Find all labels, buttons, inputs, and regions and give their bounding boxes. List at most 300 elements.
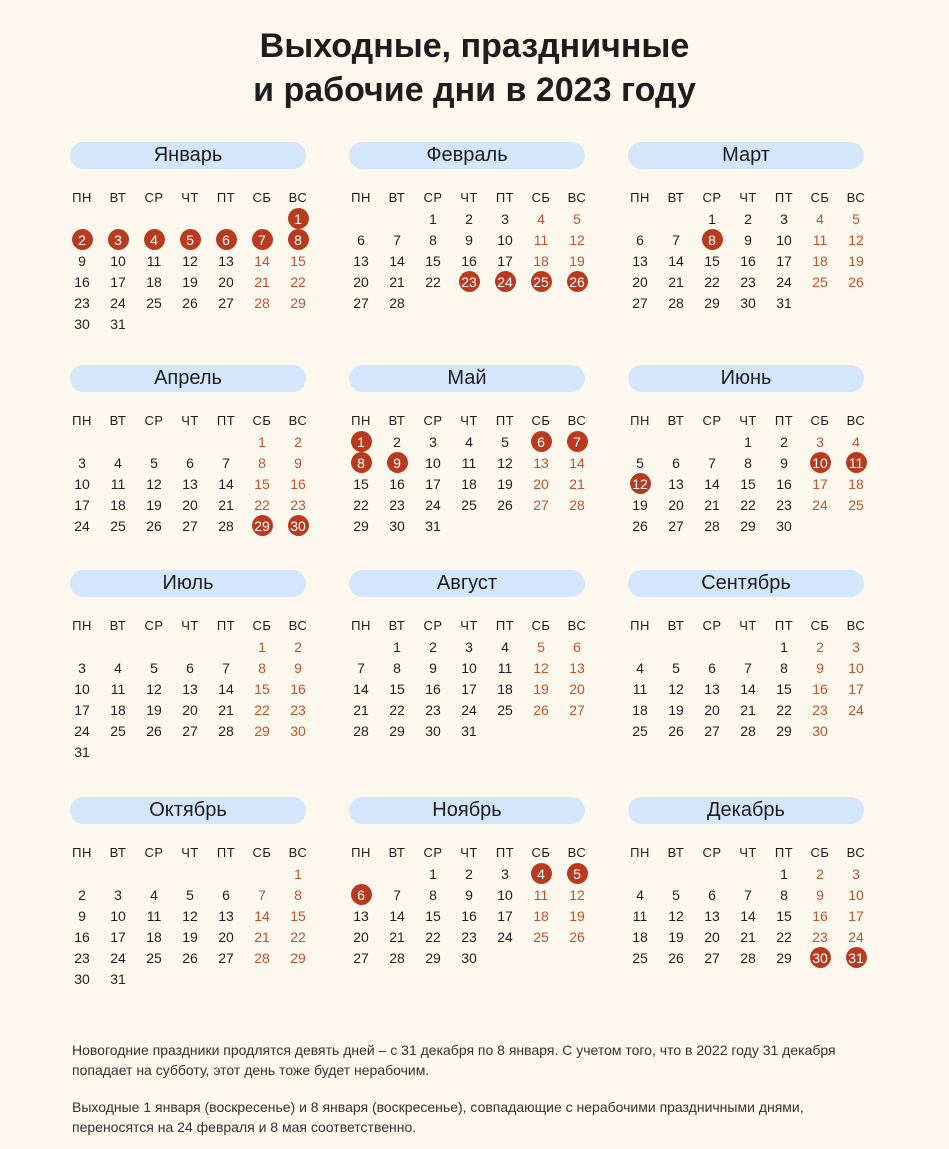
work-day: 4 (636, 886, 644, 903)
month-calendar (628, 142, 864, 313)
weekend-day: 22 (254, 701, 270, 718)
work-day: 6 (708, 659, 716, 676)
work-day: 22 (776, 701, 792, 718)
weekend-day: 3 (852, 865, 860, 882)
work-day: 12 (497, 454, 513, 471)
weekend-day: 12 (569, 886, 585, 903)
weekend-day: 13 (569, 659, 585, 676)
work-day: 30 (740, 294, 756, 311)
work-day: 15 (776, 680, 792, 697)
work-day: 20 (218, 928, 234, 945)
empty-cell (172, 431, 208, 452)
holiday-day: 25 (523, 271, 559, 292)
work-day: 25 (110, 517, 126, 534)
weekday-label: ЧТ (181, 190, 199, 205)
weekday-label: СБ (531, 845, 551, 860)
month-calendar (628, 797, 864, 968)
month-name: Октябрь (70, 797, 306, 824)
weekend-day: 1 (294, 865, 302, 882)
weekday-label: ЧТ (739, 190, 757, 205)
work-day: 21 (740, 928, 756, 945)
month-name: Сентябрь (628, 570, 864, 597)
holiday-day: 29 (244, 515, 280, 536)
work-day: 11 (146, 907, 162, 924)
weekend-day: 29 (290, 949, 306, 966)
weekday-label: ПН (72, 845, 92, 860)
work-day: 29 (425, 949, 441, 966)
work-day: 15 (389, 680, 405, 697)
work-day: 5 (672, 886, 680, 903)
weekend-day: 26 (533, 701, 549, 718)
weekday-label: СБ (810, 618, 830, 633)
weekday-label: СР (423, 413, 443, 428)
work-day: 31 (74, 743, 90, 760)
month-days-grid (343, 842, 585, 968)
work-day: 10 (74, 680, 90, 697)
work-day: 21 (218, 496, 234, 513)
weekend-day: 30 (290, 722, 306, 739)
work-day: 3 (78, 454, 86, 471)
work-day: 15 (425, 907, 441, 924)
work-day: 27 (218, 949, 234, 966)
work-day: 22 (740, 496, 756, 513)
weekend-day: 5 (573, 210, 581, 227)
weekday-label: ПН (72, 618, 92, 633)
weekday-label: ВТ (667, 413, 685, 428)
weekday-label: СБ (531, 618, 551, 633)
work-day: 4 (465, 433, 473, 450)
work-day: 13 (182, 475, 198, 492)
work-day: 23 (389, 496, 405, 513)
work-day: 10 (461, 659, 477, 676)
work-day: 11 (461, 454, 477, 471)
empty-cell (244, 208, 280, 229)
work-day: 27 (182, 722, 198, 739)
weekend-day: 5 (852, 210, 860, 227)
work-day: 30 (389, 517, 405, 534)
weekday-label: ВТ (667, 618, 685, 633)
month-days-grid (343, 410, 585, 536)
weekday-label: ЧТ (739, 413, 757, 428)
weekday-label: ПТ (495, 190, 515, 205)
weekend-day: 3 (816, 433, 824, 450)
work-day: 13 (353, 252, 369, 269)
work-day: 11 (110, 680, 126, 697)
month-name: Июнь (628, 365, 864, 392)
work-day: 30 (74, 970, 90, 987)
work-day: 12 (182, 907, 198, 924)
work-day: 28 (218, 517, 234, 534)
weekend-day: 29 (290, 294, 306, 311)
work-day: 12 (146, 475, 162, 492)
work-day: 19 (182, 928, 198, 945)
month-calendar (628, 570, 864, 741)
weekday-label: СР (423, 190, 443, 205)
weekend-day: 18 (533, 252, 549, 269)
holiday-day: 6 (523, 431, 559, 452)
work-day: 27 (632, 294, 648, 311)
work-day: 25 (632, 722, 648, 739)
work-day: 9 (465, 231, 473, 248)
empty-cell (136, 636, 172, 657)
work-day: 17 (425, 475, 441, 492)
weekend-day: 19 (569, 252, 585, 269)
work-day: 9 (78, 907, 86, 924)
empty-cell (658, 636, 694, 657)
weekday-label: ЧТ (460, 618, 478, 633)
work-day: 18 (461, 475, 477, 492)
weekday-label: ВС (846, 845, 866, 860)
work-day: 2 (465, 865, 473, 882)
weekday-label: СР (702, 845, 722, 860)
weekend-day: 8 (294, 886, 302, 903)
work-day: 10 (74, 475, 90, 492)
work-day: 7 (393, 231, 401, 248)
work-day: 14 (218, 475, 234, 492)
work-day: 3 (429, 433, 437, 450)
work-day: 20 (668, 496, 684, 513)
work-day: 21 (740, 701, 756, 718)
month-calendar (70, 365, 306, 536)
work-day: 1 (744, 433, 752, 450)
weekend-day: 11 (533, 231, 549, 248)
weekend-day: 11 (533, 886, 549, 903)
work-day: 21 (389, 928, 405, 945)
work-day: 11 (110, 475, 126, 492)
weekday-label: ВТ (667, 845, 685, 860)
work-day: 17 (74, 496, 90, 513)
work-day: 5 (150, 454, 158, 471)
weekday-label: СБ (810, 845, 830, 860)
work-day: 5 (150, 659, 158, 676)
work-day: 22 (389, 701, 405, 718)
empty-cell (100, 431, 136, 452)
weekend-day: 2 (816, 865, 824, 882)
month-name: Январь (70, 142, 306, 169)
weekday-label: СР (144, 413, 164, 428)
work-day: 29 (776, 949, 792, 966)
weekday-label: ВТ (109, 845, 127, 860)
work-day: 27 (353, 949, 369, 966)
work-day: 16 (74, 273, 90, 290)
weekday-label: ВТ (109, 618, 127, 633)
work-day: 20 (704, 701, 720, 718)
empty-cell (100, 636, 136, 657)
empty-cell (208, 636, 244, 657)
work-day: 7 (357, 659, 365, 676)
work-day: 13 (218, 252, 234, 269)
weekend-day: 23 (290, 701, 306, 718)
work-day: 2 (780, 433, 788, 450)
work-day: 28 (668, 294, 684, 311)
work-day: 27 (353, 294, 369, 311)
weekday-label: ПН (630, 190, 650, 205)
weekday-label: СР (423, 845, 443, 860)
work-day: 20 (632, 273, 648, 290)
weekend-day: 8 (258, 659, 266, 676)
work-day: 11 (497, 659, 513, 676)
work-day: 31 (461, 722, 477, 739)
weekday-label: СР (144, 845, 164, 860)
empty-cell (136, 208, 172, 229)
work-day: 6 (357, 231, 365, 248)
weekday-label: ВС (567, 190, 587, 205)
work-day: 18 (497, 680, 513, 697)
weekend-day: 2 (294, 638, 302, 655)
weekend-day: 4 (537, 210, 545, 227)
work-day: 14 (740, 907, 756, 924)
work-day: 23 (461, 928, 477, 945)
weekend-day: 9 (294, 454, 302, 471)
work-day: 16 (461, 252, 477, 269)
empty-cell (64, 636, 100, 657)
month-name: Август (349, 570, 585, 597)
work-day: 1 (429, 210, 437, 227)
weekend-day: 21 (254, 273, 270, 290)
month-calendar (349, 570, 585, 741)
weekday-label: ЧТ (460, 845, 478, 860)
month-days-grid (343, 187, 585, 313)
work-day: 12 (668, 680, 684, 697)
work-day: 25 (461, 496, 477, 513)
work-day: 9 (78, 252, 86, 269)
work-day: 5 (672, 659, 680, 676)
work-day: 22 (776, 928, 792, 945)
work-day: 22 (704, 273, 720, 290)
work-day: 15 (776, 907, 792, 924)
work-day: 9 (744, 231, 752, 248)
work-day: 13 (218, 907, 234, 924)
work-day: 18 (110, 701, 126, 718)
work-day: 18 (632, 928, 648, 945)
weekend-day: 14 (254, 907, 270, 924)
month-days-grid (622, 410, 864, 536)
weekend-day: 23 (812, 928, 828, 945)
empty-cell (694, 863, 730, 884)
work-day: 13 (632, 252, 648, 269)
work-day: 26 (182, 294, 198, 311)
work-day: 22 (425, 928, 441, 945)
weekday-label: ПН (72, 190, 92, 205)
empty-cell (694, 431, 730, 452)
work-day: 9 (780, 454, 788, 471)
holiday-day: 4 (523, 863, 559, 884)
holiday-day: 2 (64, 229, 100, 250)
work-day: 20 (182, 701, 198, 718)
work-day: 20 (353, 928, 369, 945)
holiday-day: 6 (208, 229, 244, 250)
weekday-label: ПН (630, 618, 650, 633)
work-day: 20 (353, 273, 369, 290)
weekend-day: 8 (258, 454, 266, 471)
month-calendar (349, 365, 585, 536)
work-day: 3 (114, 886, 122, 903)
weekend-day: 18 (812, 252, 828, 269)
work-day: 29 (704, 294, 720, 311)
work-day: 5 (186, 886, 194, 903)
weekend-day: 27 (569, 701, 585, 718)
month-calendar (349, 797, 585, 968)
month-calendar (628, 365, 864, 536)
weekend-day: 12 (533, 659, 549, 676)
holiday-day: 8 (280, 229, 316, 250)
weekday-label: ВС (846, 413, 866, 428)
holiday-day: 31 (838, 947, 874, 968)
weekday-label: ВС (567, 845, 587, 860)
work-day: 29 (740, 517, 756, 534)
empty-cell (622, 208, 658, 229)
weekend-day: 26 (569, 928, 585, 945)
work-day: 8 (780, 886, 788, 903)
holiday-day: 24 (487, 271, 523, 292)
work-day: 29 (389, 722, 405, 739)
month-name: Июль (70, 570, 306, 597)
weekend-day: 19 (533, 680, 549, 697)
work-day: 24 (110, 949, 126, 966)
month-calendar (70, 570, 306, 762)
work-day: 16 (389, 475, 405, 492)
work-day: 26 (146, 517, 162, 534)
work-day: 8 (780, 659, 788, 676)
footnote-new-year: Новогодние праздники продлятся девять дней – с 31 декабря по 8 января. С учетом того, что в 2022 году 31 декабря попадает на субботу, этот день тоже будет нерабочим. (72, 1042, 836, 1078)
footnote-transfers: Выходные 1 января (воскресенье) и 8 января (воскресенье), совпадающие с нерабочими праздничными днями, переносятся на 24 февраля и 8 мая соответственно. (72, 1099, 804, 1135)
empty-cell (730, 863, 766, 884)
work-day: 22 (425, 273, 441, 290)
work-day: 1 (780, 865, 788, 882)
work-day: 30 (461, 949, 477, 966)
empty-cell (622, 863, 658, 884)
work-day: 14 (389, 252, 405, 269)
work-day: 4 (501, 638, 509, 655)
weekend-day: 15 (254, 475, 270, 492)
weekday-label: ЧТ (460, 190, 478, 205)
weekend-day: 3 (852, 638, 860, 655)
empty-cell (64, 431, 100, 452)
work-day: 19 (668, 928, 684, 945)
holiday-day: 9 (379, 452, 415, 473)
work-day: 1 (393, 638, 401, 655)
weekday-label: ЧТ (460, 413, 478, 428)
empty-cell (379, 863, 415, 884)
holiday-day: 1 (280, 208, 316, 229)
month-days-grid (64, 410, 306, 536)
work-day: 17 (74, 701, 90, 718)
work-day: 13 (704, 680, 720, 697)
weekend-day: 21 (569, 475, 585, 492)
work-day: 21 (389, 273, 405, 290)
empty-cell (343, 208, 379, 229)
work-day: 10 (497, 886, 513, 903)
weekend-day: 30 (812, 722, 828, 739)
holiday-day: 3 (100, 229, 136, 250)
month-name: Апрель (70, 365, 306, 392)
work-day: 16 (425, 680, 441, 697)
weekday-label: ВС (288, 845, 308, 860)
weekday-label: ВТ (388, 190, 406, 205)
work-day: 10 (776, 231, 792, 248)
holiday-day: 10 (802, 452, 838, 473)
weekday-label: СР (144, 190, 164, 205)
weekend-day: 29 (254, 722, 270, 739)
work-day: 28 (740, 949, 756, 966)
weekday-label: ВТ (667, 190, 685, 205)
weekday-label: ПН (630, 413, 650, 428)
weekend-day: 14 (569, 454, 585, 471)
weekday-label: ПТ (774, 618, 794, 633)
work-day: 18 (632, 701, 648, 718)
empty-cell (208, 431, 244, 452)
work-day: 17 (110, 928, 126, 945)
weekday-label: ВС (288, 618, 308, 633)
weekday-label: СБ (252, 190, 272, 205)
work-day: 1 (708, 210, 716, 227)
empty-cell (244, 863, 280, 884)
work-day: 27 (218, 294, 234, 311)
work-day: 26 (632, 517, 648, 534)
weekend-day: 9 (294, 659, 302, 676)
weekend-day: 16 (812, 680, 828, 697)
work-day: 19 (146, 496, 162, 513)
month-days-grid (622, 615, 864, 741)
weekend-day: 25 (812, 273, 828, 290)
title-line-1: Выходные, праздничные (259, 27, 690, 65)
work-day: 18 (146, 273, 162, 290)
work-day: 14 (740, 680, 756, 697)
weekend-day: 28 (254, 949, 270, 966)
weekday-label: ПТ (774, 190, 794, 205)
holiday-day: 7 (559, 431, 595, 452)
holiday-day: 4 (136, 229, 172, 250)
empty-cell (622, 636, 658, 657)
weekday-label: ПТ (495, 845, 515, 860)
work-day: 23 (74, 294, 90, 311)
weekend-day: 4 (816, 210, 824, 227)
work-day: 24 (74, 722, 90, 739)
work-day: 7 (222, 454, 230, 471)
weekend-day: 1 (258, 638, 266, 655)
work-day: 7 (222, 659, 230, 676)
work-day: 19 (668, 701, 684, 718)
work-day: 15 (740, 475, 756, 492)
holiday-day: 5 (559, 863, 595, 884)
weekend-day: 18 (848, 475, 864, 492)
weekday-label: СБ (810, 190, 830, 205)
empty-cell (136, 431, 172, 452)
weekend-day: 12 (848, 231, 864, 248)
work-day: 23 (776, 496, 792, 513)
work-day: 3 (501, 865, 509, 882)
month-calendar (70, 142, 306, 334)
work-day: 23 (425, 701, 441, 718)
weekend-day: 16 (290, 680, 306, 697)
work-day: 28 (740, 722, 756, 739)
work-day: 13 (668, 475, 684, 492)
weekday-label: ЧТ (181, 618, 199, 633)
holiday-day: 26 (559, 271, 595, 292)
weekday-label: ПТ (216, 413, 236, 428)
work-day: 11 (146, 252, 162, 269)
weekend-day: 19 (569, 907, 585, 924)
weekend-day: 16 (812, 907, 828, 924)
month-days-grid (343, 615, 585, 741)
work-day: 1 (429, 865, 437, 882)
work-day: 10 (110, 252, 126, 269)
weekday-label: ВС (846, 618, 866, 633)
work-day: 13 (704, 907, 720, 924)
work-day: 5 (636, 454, 644, 471)
work-day: 24 (776, 273, 792, 290)
work-day: 6 (708, 886, 716, 903)
